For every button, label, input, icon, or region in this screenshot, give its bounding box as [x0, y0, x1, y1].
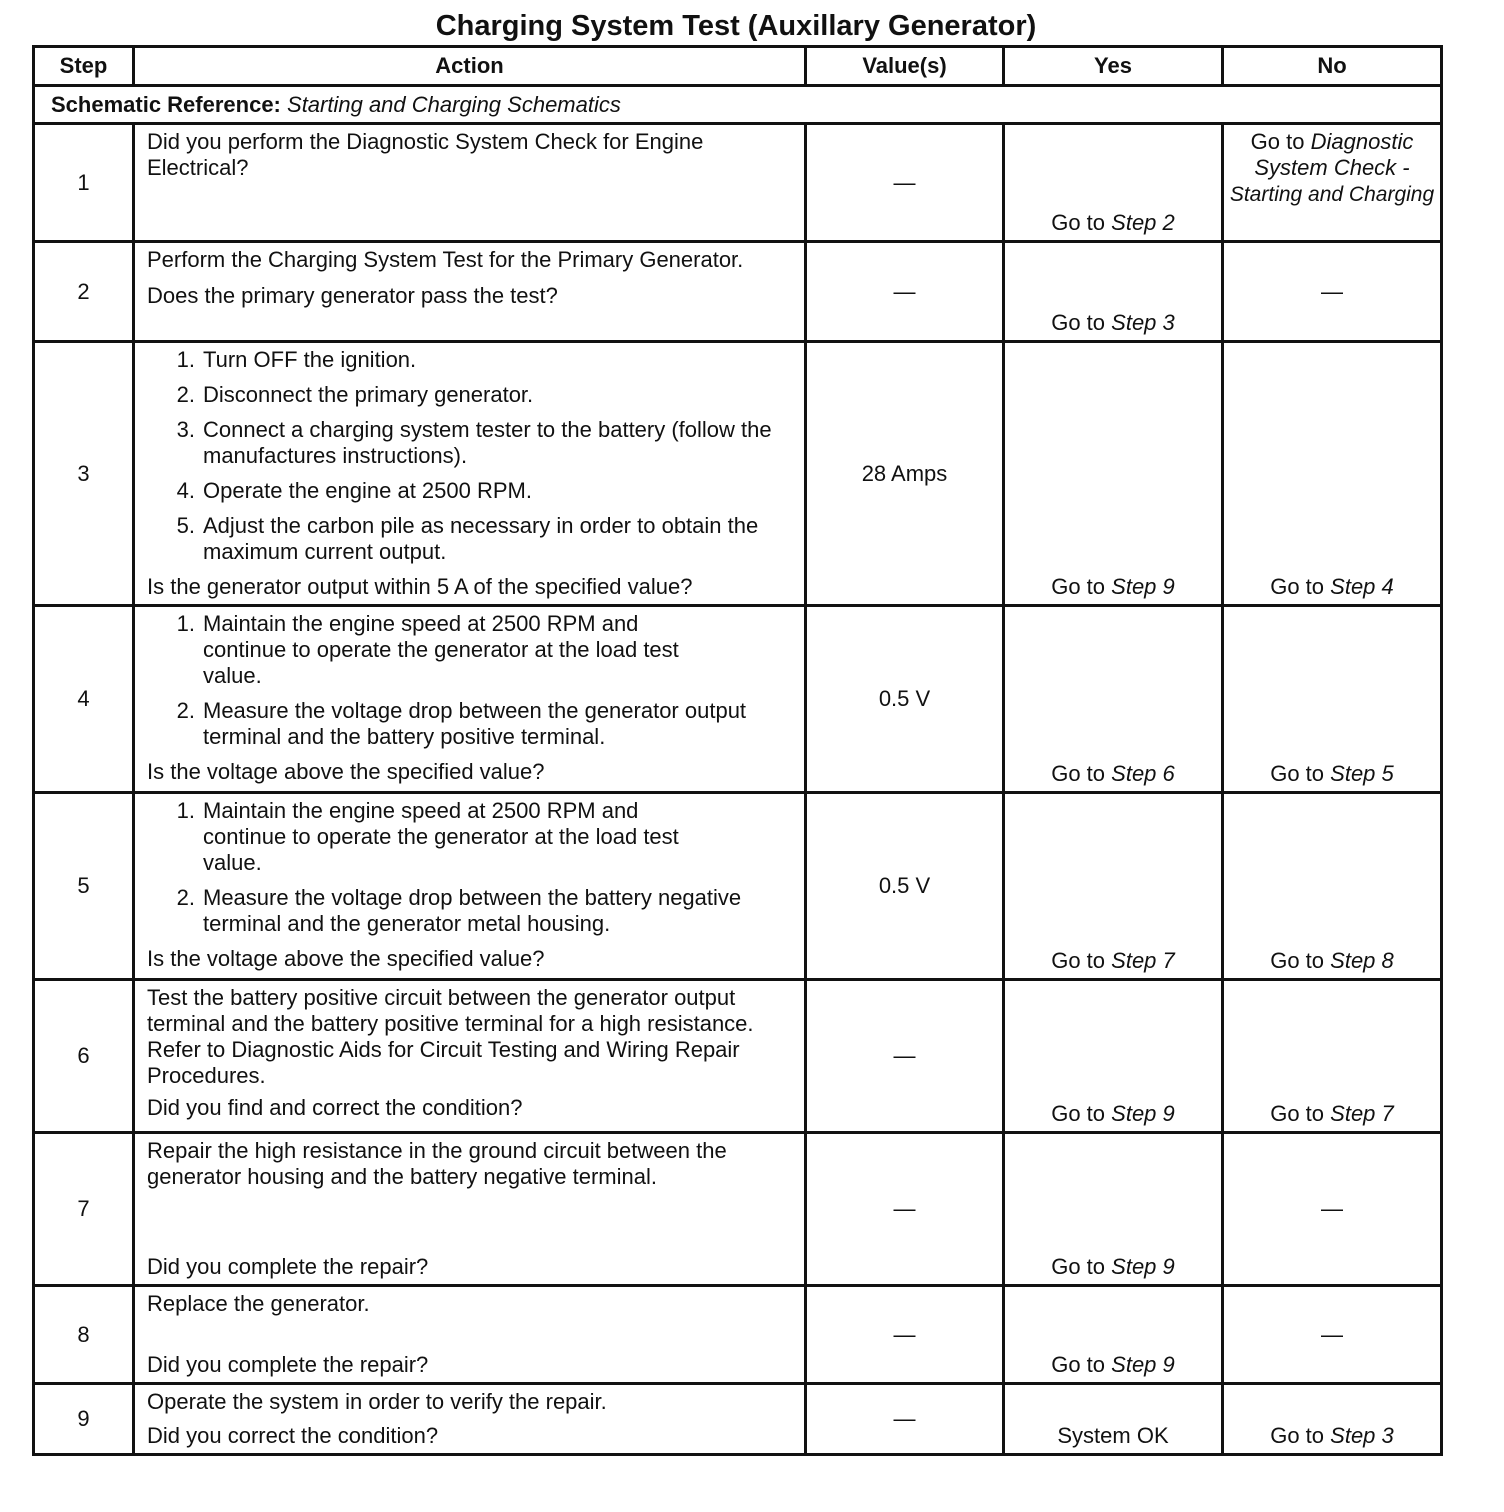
action-text: Repair the high resistance in the ground circuit between the generator housing and the battery negative terminal.: [147, 1138, 727, 1189]
step-number: 1: [34, 124, 134, 242]
no-target[interactable]: Step 8: [1330, 948, 1394, 973]
header-step: Step: [34, 47, 134, 86]
list-item: 4. Operate the engine at 2500 RPM.: [176, 478, 532, 503]
header-no: No: [1223, 47, 1442, 86]
action-cell: [134, 980, 806, 1133]
yes-prefix: Go to: [1051, 210, 1106, 235]
value-cell: —: [806, 1286, 1004, 1384]
list-item: 5. Adjust the carbon pile as necessary in order to obtain the maximum current output.: [176, 513, 759, 564]
list-item: 1. Maintain the engine speed at 2500 RPM and continue to operate the generator at the load test value.: [176, 798, 679, 875]
action-cell: [134, 1384, 806, 1455]
yes-prefix: Go to: [1051, 761, 1106, 786]
action-cell: [134, 1133, 806, 1286]
step-number: 8: [34, 1286, 134, 1384]
yes-prefix: Go to: [1051, 574, 1106, 599]
yes-target[interactable]: Step 9: [1111, 1352, 1175, 1377]
yes-target[interactable]: Step 7: [1111, 948, 1175, 973]
action-question: Did you complete the repair?: [147, 1352, 429, 1377]
no-cell: —: [1223, 1133, 1442, 1286]
action-text: Perform the Charging System Test for the Primary Generator.: [147, 247, 744, 272]
no-cell: —: [1223, 1286, 1442, 1384]
table-row: [34, 1133, 1442, 1286]
yes-target[interactable]: Step 3: [1111, 310, 1175, 335]
action-cell: [134, 342, 806, 606]
yes-target[interactable]: Step 9: [1111, 1254, 1175, 1279]
schematic-reference: [34, 86, 1442, 124]
yes-prefix: Go to: [1051, 1352, 1106, 1377]
step-number: 9: [34, 1384, 134, 1455]
value-cell: —: [806, 124, 1004, 242]
value-cell: 28 Amps: [806, 342, 1004, 606]
yes-target[interactable]: Step 6: [1111, 761, 1175, 786]
yes-prefix: Go to: [1051, 310, 1106, 335]
action-cell: [134, 242, 806, 342]
yes-target[interactable]: Step 9: [1111, 574, 1175, 599]
header-row: [34, 47, 1442, 86]
no-sub[interactable]: Starting and Charging: [1229, 183, 1435, 206]
value-cell: 0.5 V: [806, 793, 1004, 980]
no-cell[interactable]: [1223, 606, 1442, 793]
no-prefix: Go to: [1250, 129, 1305, 154]
no-target[interactable]: Step 4: [1330, 574, 1394, 599]
no-prefix: Go to: [1270, 761, 1325, 786]
value-cell: 0.5 V: [806, 606, 1004, 793]
value-cell: —: [806, 1384, 1004, 1455]
table-row: [34, 606, 1442, 793]
yes-cell[interactable]: [1004, 124, 1223, 242]
action-question: Is the voltage above the specified value?: [147, 946, 545, 971]
yes-cell[interactable]: [1004, 1286, 1223, 1384]
yes-cell[interactable]: [1004, 980, 1223, 1133]
schematic-reference-link[interactable]: Starting and Charging Schematics: [287, 91, 621, 117]
table-row: [34, 1286, 1442, 1384]
value-cell: —: [806, 980, 1004, 1133]
page-title: Charging System Test (Auxillary Generator): [435, 10, 1037, 42]
no-cell[interactable]: [1223, 124, 1442, 242]
step-number: 2: [34, 242, 134, 342]
no-target[interactable]: Step 3: [1330, 1423, 1394, 1448]
yes-target[interactable]: Step 9: [1111, 1101, 1175, 1126]
schematic-reference-row: [34, 86, 1442, 124]
list-item: 2. Measure the voltage drop between the battery negative terminal and the generator metal housing.: [176, 885, 742, 936]
action-cell: [134, 793, 806, 980]
no-cell[interactable]: [1223, 980, 1442, 1133]
list-item: 3. Connect a charging system tester to the battery (follow the manufactures instructions).: [176, 417, 772, 468]
no-prefix: Go to: [1270, 574, 1325, 599]
value-cell: —: [806, 1133, 1004, 1286]
list-item: 2. Measure the voltage drop between the generator output terminal and the battery positive terminal.: [176, 698, 747, 749]
no-cell[interactable]: [1223, 793, 1442, 980]
list-item: 2. Disconnect the primary generator.: [176, 382, 534, 407]
step-number: 4: [34, 606, 134, 793]
yes-cell[interactable]: [1004, 1133, 1223, 1286]
yes-prefix: Go to: [1051, 1101, 1106, 1126]
yes-prefix: Go to: [1051, 1254, 1106, 1279]
action-question: Is the voltage above the specified value?: [147, 759, 545, 784]
header-action: Action: [134, 47, 806, 86]
yes-cell[interactable]: [1004, 606, 1223, 793]
action-question: Is the generator output within 5 A of the specified value?: [147, 574, 693, 599]
no-prefix: Go to: [1270, 1101, 1325, 1126]
action-cell: [134, 1286, 806, 1384]
table-row: [34, 342, 1442, 606]
no-cell: —: [1223, 242, 1442, 342]
action-steps: [147, 798, 794, 937]
step-number: 6: [34, 980, 134, 1133]
no-prefix: Go to: [1270, 1423, 1325, 1448]
yes-cell[interactable]: [1004, 342, 1223, 606]
action-steps: [147, 347, 794, 565]
action-text: Operate the system in order to verify the repair.: [147, 1389, 607, 1414]
action-cell: [134, 124, 806, 242]
table-row: [34, 242, 1442, 342]
diagnostic-table: [32, 45, 1443, 1456]
schematic-reference-label: Schematic Reference:: [51, 91, 281, 117]
action-question: Did you correct the condition?: [147, 1423, 439, 1448]
table-row: [34, 980, 1442, 1133]
step-number: 7: [34, 1133, 134, 1286]
action-text: Did you perform the Diagnostic System Check for Engine Electrical?: [147, 129, 704, 180]
action-question: Did you find and correct the condition?: [147, 1095, 523, 1120]
action-cell: [134, 606, 806, 793]
list-item: 1. Maintain the engine speed at 2500 RPM and continue to operate the generator at the load test value.: [176, 611, 679, 688]
yes-text: System OK: [1057, 1423, 1169, 1448]
yes-cell[interactable]: [1004, 242, 1223, 342]
no-cell[interactable]: [1223, 342, 1442, 606]
step-number: 3: [34, 342, 134, 606]
yes-prefix: Go to: [1051, 948, 1106, 973]
table-row: [34, 1384, 1442, 1455]
value-cell: —: [806, 242, 1004, 342]
no-prefix: Go to: [1270, 948, 1325, 973]
action-text: Test the battery positive circuit between the generator output terminal and the battery positive terminal for a high resistance. Refer to Diagnostic Aids for Circuit Testing and Wiring Repair Procedures.: [147, 985, 754, 1088]
table-row: [34, 124, 1442, 242]
action-question: Did you complete the repair?: [147, 1254, 429, 1279]
table-row: [34, 793, 1442, 980]
list-item: 1. Turn OFF the ignition.: [176, 347, 417, 372]
action-question: Does the primary generator pass the test?: [147, 283, 558, 308]
yes-cell[interactable]: [1004, 793, 1223, 980]
action-steps: [147, 611, 794, 750]
action-text: Replace the generator.: [147, 1291, 370, 1316]
header-values: Value(s): [806, 47, 1004, 86]
step-number: 5: [34, 793, 134, 980]
no-target[interactable]: Step 5: [1330, 761, 1394, 786]
yes-target[interactable]: Step 2: [1111, 210, 1175, 235]
yes-cell[interactable]: [1004, 1384, 1223, 1455]
no-target[interactable]: Step 7: [1330, 1101, 1394, 1126]
header-yes: Yes: [1004, 47, 1223, 86]
no-cell[interactable]: [1223, 1384, 1442, 1455]
no-target[interactable]: Diagnostic System Check -: [1254, 129, 1414, 180]
